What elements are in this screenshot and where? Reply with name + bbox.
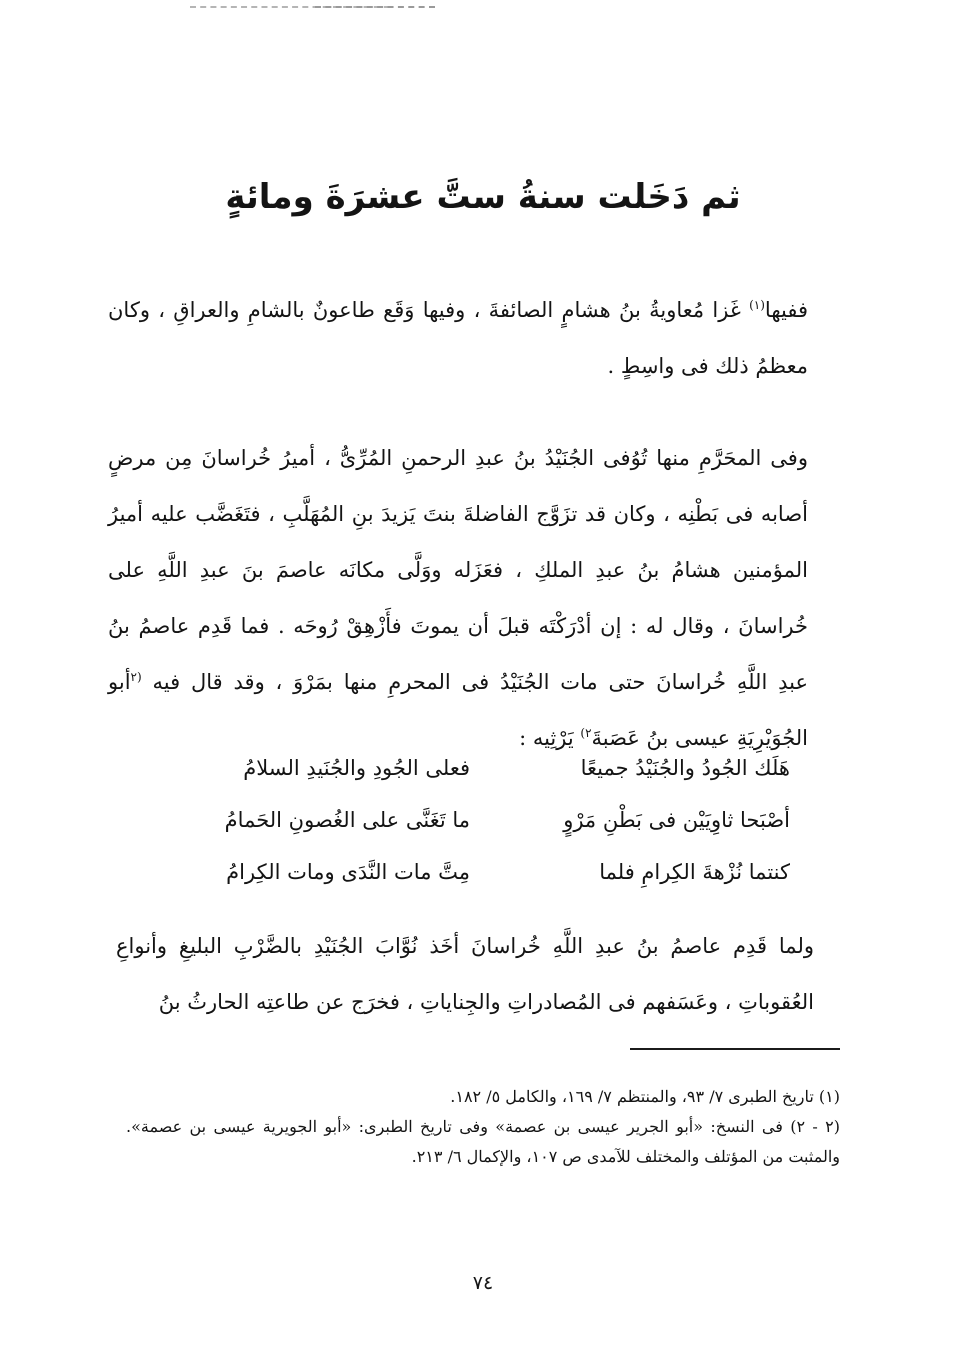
footnotes [126, 1082, 840, 1172]
footnote-ref-1: (١) [749, 298, 765, 312]
paragraph-1-text: ففيها [764, 298, 808, 322]
verse-first-hemistich: كنتما نُزْهةَ الكِرامِ فلما [599, 860, 790, 884]
paragraph-2 [108, 430, 808, 766]
footnote-separator [630, 1048, 840, 1050]
paragraph-1 [108, 282, 808, 394]
chapter-title: ثم دَخَلت سنةُ ستَّ عشرَةَ ومائةٍ [225, 177, 741, 217]
verse-second-hemistich: مِتَّ مات النَّدَى ومات الكِرامُ [226, 860, 470, 884]
verse-first-hemistich: أصْبَحا ثاوِيَيْن فى بَطْنِ مَرْوٍ [563, 808, 790, 832]
verse-first-hemistich: هَلَك الجُودُ والجُنَيْدُ جميعًا [580, 756, 790, 780]
page-number: ٧٤ [472, 1272, 494, 1294]
poem-verse [150, 846, 790, 898]
paragraph-3: ولما قَدِم عاصمُ بنُ عبدِ اللَّهِ خُراسانَ أخَذ نُوَّابَ الجُنَيْدِ بالضَّرْبِ البليغِ وأنواعِ العُقوباتِ ، وعَسَفهم فى المُصادراتِ والجِناياتِ ، فخرَج عن طاعتِه الحارثُ بنُ [116, 934, 814, 1014]
paragraph-2-text: وفى المحَرَّمِ منها تُوُفى الجُنَيْدُ بنُ عبدِ الرحمنِ المُرِّىُّ ، أميرُ خُراسانَ مِن مرضٍ أصابه فى بَطْنِه ، وكان قد تزَوَّج الفاضلةَ بنتَ يَزيدَ بنِ المُهَلَّبِ ، فتَغَضَّب عليه أميرُ المؤمنين هشامُ بنُ عبدِ الملكِ ، فعَزَله ووَلَّى مكانَه عاصمَ بنَ عبدِ اللَّهِ على خُراسانَ ، وقال له : إن أدْرَكْتَه قبلَ أن يموتَ فأَزْهِقْ رُوحَه . فما قَدِم عاصمُ بنُ عبدِ اللَّهِ خُراسانَ حتى مات الجُنَيْدُ فى المحرمِ منها بمَرْوَ ، وقد قال فيه [108, 446, 808, 694]
footnote-ref-2-open: (٢ [130, 670, 142, 684]
top-edge-mark [315, 6, 435, 8]
footnote-ref-2-close: ٢) [580, 726, 592, 740]
footnote-1: (١) تاريخ الطبرى ٧/ ٩٣، والمنتظم ٧/ ١٦٩، والكامل ٥/ ١٨٢. [450, 1087, 840, 1106]
paragraph-2-text: أبو الجُوَيْرِيَةِ عيسى بنُ عَصَبةَ [108, 670, 808, 750]
poem-verse [150, 742, 790, 794]
footnote-2: (٢ - ٢) فى النسخ: «أبو الجرير عيسى بن عصمة» وفى تاريخ الطبرى: «أبو الجويرية عيسى بن عصمة». والمثبت من المؤتلف والمختلف للآمدى ص ١٠٧، والإكمال ٦/ ٢١٣. [126, 1117, 840, 1166]
poem [150, 742, 790, 898]
paragraph-2-text: يَرْثِيه : [519, 726, 581, 750]
poem-verse [150, 794, 790, 846]
paragraph-1-text: غَزا مُعاويةُ بنُ هشامٍ الصائفةَ ، وفيها وَقَع طاعونٌ بالشامِ والعراقِ ، وكان معظمُ ذلك فى واسِطٍ . [108, 298, 808, 378]
verse-second-hemistich: ما تَغَنَّى على الغُصونِ الحَمامُ [224, 808, 470, 832]
verse-second-hemistich: فعلى الجُودِ والجُنَيدِ السلامُ [243, 756, 470, 780]
